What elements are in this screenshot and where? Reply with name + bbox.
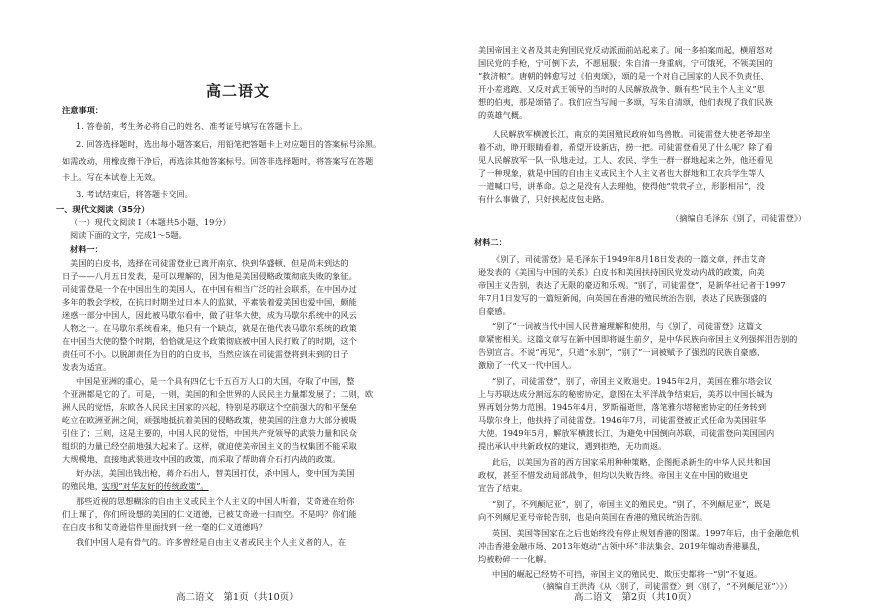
page_right-text-line: 告别宣言。不说“再见”，只道“永别”，“别了”一词被赋予了强烈的民族自豪感， (478, 347, 766, 357)
page_left-text-line: 个亚洲都是它的了。可是，一则，美国的和全世界的人民民主力量都发展了；二则，欧 (62, 389, 374, 399)
page_right-text-line: 英国、美国等国家在之后也始终没有停止规划香港的图谋。1997年后，由于金融危机 (492, 528, 800, 538)
page_left-text-line: 大规模地、直接地武装进攻中国的政策，而采取了帮助蒋介石打内战的政策。 (62, 454, 341, 464)
page_right-text-line: 着不动，睁开眼睛看着，希望开设新店，捞一把。司徒雷登看见了什么呢？除了看 (478, 142, 773, 152)
page_left-text-line: 好办法，美国出钱出枪，蒋介石出人，替美国打仗，杀中国人，变中国为美国 (76, 468, 355, 478)
underlined-text: 实现“对华友好的传统政策”。 (102, 481, 209, 491)
page_right-text-line: “救济粮”。唐朝的韩愈写过《伯夷颂》，颂的是一个对自己国家的人民不负责任、 (478, 71, 769, 81)
page_left-text-line: （一）现代文阅读 I（本题共5小题，19分） (70, 217, 231, 227)
page_left-text-line: 迷惑一部分中国人，因此被马歇尔看中，做了驻华大使，成为马歇尔系统中的风云 (62, 310, 357, 320)
page-footer-right: 高二语文 第2页（共10页） (574, 592, 697, 603)
page_left-text-line: 责任可不小。以脱卸责任为目的的白皮书，当然应该在司徒雷登将到未到的日子 (62, 349, 349, 359)
page_left-text-line: 那些近视的思想糊涂的自由主义或民主个人主义的中国人听着，艾奇逊在给你 (76, 496, 355, 506)
page_right-text-line: 均被粉碎一一化解。 (478, 554, 552, 564)
page_right-text-line: 材料二： (474, 237, 507, 247)
page_right-text-line: 马歇尔身上，他扶持了司徒雷登。1946年7月，司徒雷登被正式任命为美国驻华 (478, 415, 767, 425)
page_right-text-line: 人民解放军横渡长江，南京的美国殖民政府如鸟兽散。司徒雷登大使老爷却坐 (492, 129, 771, 139)
page_right-text-line: 此后，以美国为首的西方国家采用种种策略，企图扼杀新生的中华人民共和国 (492, 457, 771, 467)
page_right-text-line: 见人民解放军一队一队地走过，工人、农民、学生一群一群地起来之外，他还看见 (478, 155, 773, 165)
page_left-text-line: 1. 答卷前，考生务必将自己的姓名、准考证号填写在答题卡上。 (76, 121, 308, 131)
page-footer-left: 高二语文 第1页（共10页） (176, 592, 299, 603)
page_left-text-line: 人物之一。在马歇尔系统看来，他只有一个缺点，就是在他代表马歇尔系统的政策 (62, 323, 357, 333)
page_right-text-line: 美国帝国主义者及其走狗国民党反动派面前站起来了。闻一多拍案而起，横眉怒对 (478, 45, 773, 55)
page_right-text-line: 《别了，司徒雷登》是毛泽东于1949年8月18日发表的一篇文章，抨击艾奇 (492, 254, 766, 264)
page_right-text-line: “别了，司徒雷登”，别了，帝国主义败退史。1945年2月，美国在雅尔塔会议 (492, 376, 773, 386)
page_left-text-line: 阅读下面的文字，完成1～5题。 (70, 230, 187, 240)
page_left-text-line: 如需改动，用橡皮擦干净后，再选涂其他答案标号。回答非选择题时，将答案写在答题 (62, 156, 374, 166)
page_right-text-line: 有什么事做了，只好挟起皮包走路。 (478, 194, 610, 204)
page_right-text-line: 中国的崛起已经势不可挡，帝国主义的殖民史、欺压史都将一“别”不复返。 (492, 569, 763, 579)
page_right-text-line: 冲击香港金融市场、2013年炮动“占领中环”非法集会、2019年煽动香港暴乱， (478, 541, 766, 551)
page_left-text-line: 中国是亚洲的重心，是一个具有四亿七千五百万人口的大国，夺取了中国，整 (76, 376, 355, 386)
page_right-text-line: 国民党的手枪，宁可倒下去，不愿屈服；朱自清一身重病，宁可饿死，不领美国的 (478, 58, 773, 68)
page_right-text-line: 大使。1949年5月，解放军横渡长江，为避免中国倒向苏联，司徒雷登向美国国内 (478, 428, 775, 438)
page_right-text-line: “别了”一词被当代中国人民普遍理解和使用，与《别了，司徒雷登》这篇文 (492, 321, 763, 331)
page_right-text-line: 上与苏联达成分割远东的秘密协定，意图在太平洋战争结束后，美苏以中国长城为 (478, 389, 773, 399)
page_right-text-line: 政权，甚至不惜发动局部战争，但均以失败告终。帝国主义在中国的败退史 (478, 470, 749, 480)
page_right-text-line: 激励了一代又一代中国人。 (478, 360, 577, 370)
page-title: 高二语文 (205, 82, 270, 100)
page_right-text-line: 了一种现象，就是中国的自由主义或民主个人主义者也大群地和工农兵学生等人 (478, 168, 765, 178)
page_right-text-line: （摘编自王洪涛《从〈别了，司徒雷登〉到〈别了，“不列颠尼亚”〉》） (538, 581, 792, 591)
page_left-text-line: 的殖民地， (62, 481, 103, 491)
page_right-text-line: 一道喊口号，讲革命。总之是没有人去理他，使得他“茕茕孑立，形影相吊”，没 (478, 181, 765, 191)
page_right-text-line: 向不列颠尼亚号帝轮告别，也是向英国在香港的殖民统治告别。 (478, 512, 708, 522)
page_left-text-line: 司徒雷登是一个在中国出生的美国人，在中国有相当广泛的社会联系，在中国办过 (62, 284, 357, 294)
page_left-text-line: 材料一： (70, 244, 103, 254)
page_left-text-line: 3. 考试结束后，将答题卡交回。 (76, 189, 193, 199)
page_right-text-line: 界再划分势力范围。1945年4月，罗斯福逝世，落笔雅尔塔秘密协定的任务转到 (478, 402, 767, 412)
page_left-text-line: 日子——八月五日发表，是可以理解的，因为他是美国侵略政策彻底失败的象征。 (62, 271, 357, 281)
page_left-text-line: 组织的力量已经空前地强大起来了。这样，就迫使美帝国主义的当权集团不能采取 (62, 441, 357, 451)
page_left-text-line: 2. 回答选择题时，选出每小题答案后，用铅笔把答题卡上对应题目的答案标号涂黑。 (76, 139, 382, 149)
page_right-text-line: 章紧密相关。这篇文章写在新中国即将诞生前夕，是中华民族向帝国主义列强挥泪告别的 (478, 334, 798, 344)
page_right-text-line: 提出承认中共新政权的建议，遇到拒绝，无功而返。 (478, 441, 667, 451)
page_right-text-line: 年7月1日发写的一篇短新闻，向英国在香港的殖民统治告别，表达了民族强盛的 (478, 293, 767, 303)
page_left-text-line: 屹立在欧洲亚洲之间，顽强地抵抗着美国的侵略政策，使美国的注意力大部分被吸 (62, 415, 357, 425)
page_right-text-line: 自豪感。 (478, 306, 511, 316)
page_right-text-line: 逊发表的《美国与中国的关系》白皮书和美国扶持国民党发动内战的政策，向美 (478, 267, 765, 277)
page_left-text-line: 在白皮书和艾奇逊信件里面找到一丝一毫的仁义道德吗？ (62, 522, 267, 532)
page_right-text-line: “别了，不列颠尼亚”，别了，帝国主义的殖民史。“别了，不列颠尼亚”，既是 (492, 499, 771, 509)
underlined-quote (102, 480, 209, 492)
page_right-text-line: 想的伯夷，那是颂错了。我们应当写闻一多颂，写朱自清颂，他们表现了我们民族 (478, 97, 773, 107)
page_left-text-line: 卡上。写在本试卷上无效。 (62, 172, 161, 182)
page_left-text-line: 洲人民的觉悟，东欧各人民民主国家的兴起，特别是苏联这个空前强大的和平堡垒 (62, 402, 357, 412)
page_left-text-line: 我们中国人是有骨气的。许多曾经是自由主义者或民主个人主义者的人，在 (76, 537, 347, 547)
page_right-text-line: （摘编自毛泽东《别了，司徒雷登》） (671, 213, 807, 223)
page_left-text-line: 发表为适宜。 (62, 362, 112, 372)
page_right-text-line: 帝国主义告别，表达了无限的豪迈和乐观。“别了，司徒雷登”，是新华社记者于1997 (478, 280, 786, 290)
page_left-text-line: 美国的白皮书，选择在司徒雷登业已离开南京、快到华盛顿、但是尚未到达的 (70, 258, 349, 268)
page_left-text-line: 多年的教会学校，在抗日时期坐过日本人的监狱，平素装着爱美国也爱中国，颇能 (62, 297, 357, 307)
page_left-text-line: 引住了；三则，这是主要的，中国人民的觉悟，中国共产党领导的武装力量和民众 (62, 428, 357, 438)
page_right-text-line: 宣告了结束。 (478, 483, 528, 493)
page_left-text-line: 一、现代文阅读（35分） (56, 204, 150, 214)
page_left-text-line: 在中国当大使的整个时期，恰恰就是这个政策彻底被中国人民打败了的时期，这个 (62, 336, 357, 346)
page_left-text-line: 们上课了，你们所设想的美国的仁义道德，已被艾奇逊一扫而空。不是吗？你们能 (62, 509, 357, 519)
page_right-text-line: 的英雄气概。 (478, 110, 528, 120)
page_left-text-line: 注意事项： (62, 105, 103, 115)
page_right-text-line: 开小差逃跑、又反对武王领导的当时的人民解放战争、颇有些“民主个人主义”思 (478, 84, 765, 94)
